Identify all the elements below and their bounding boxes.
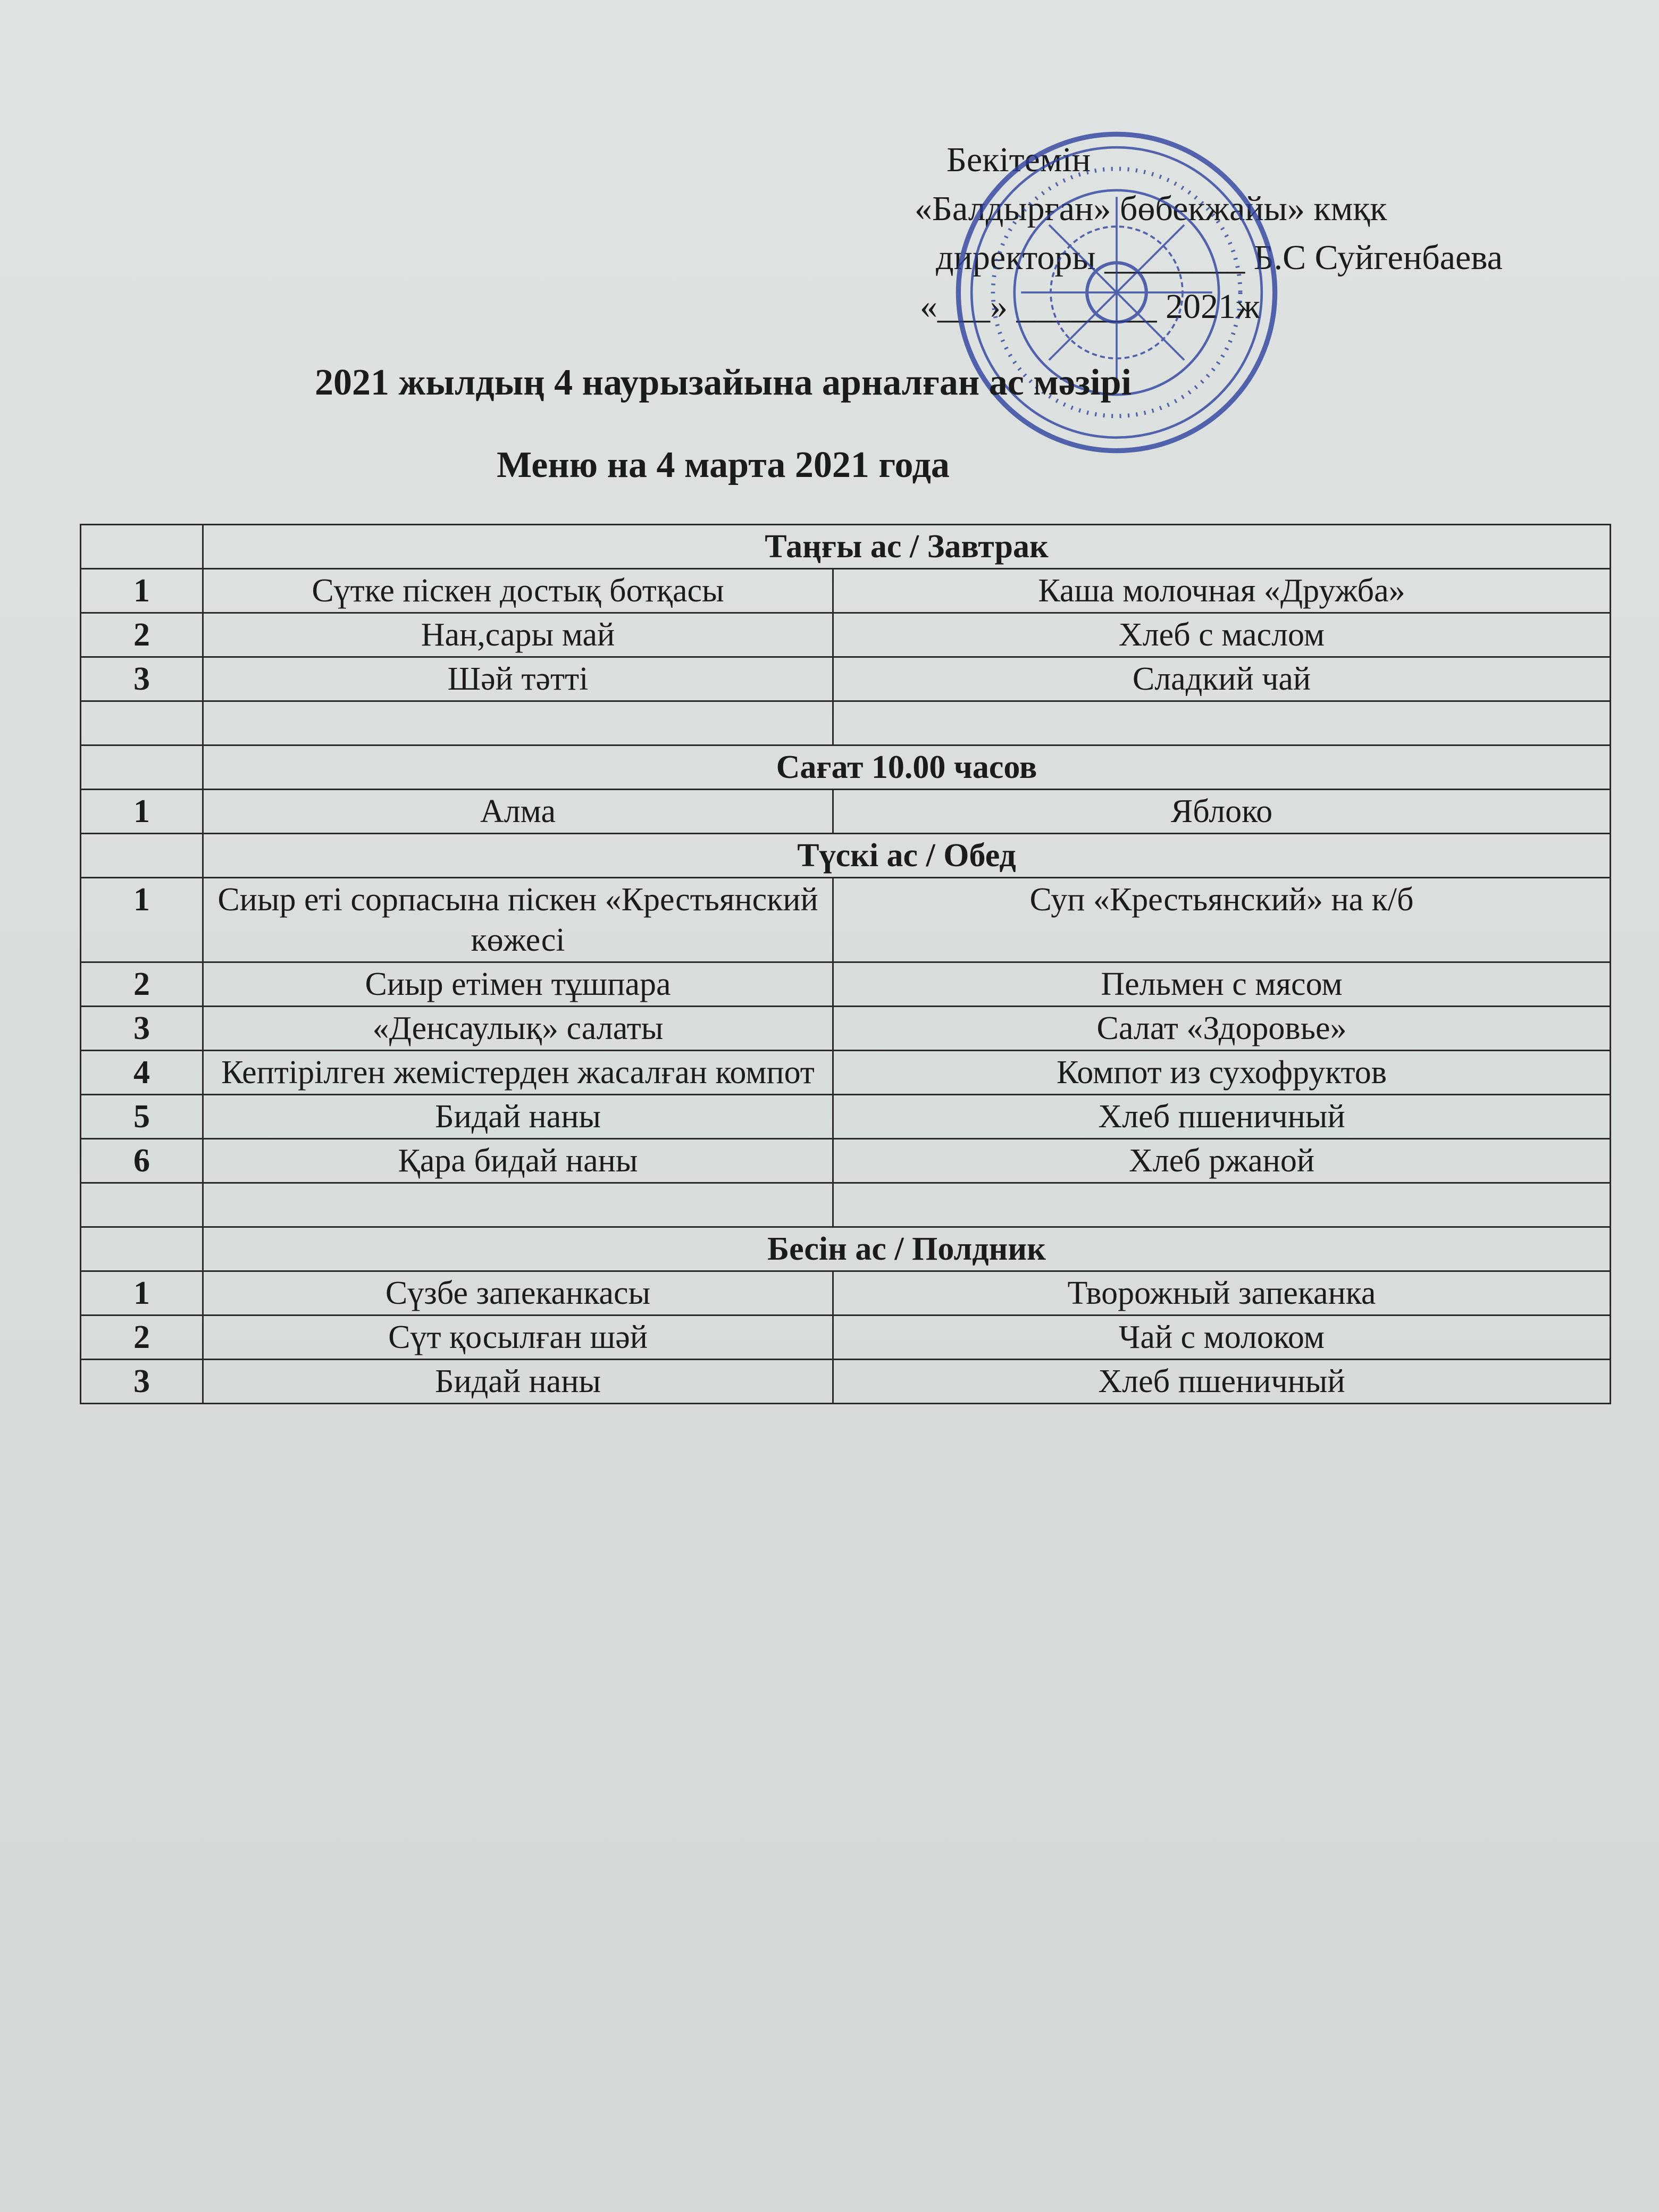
item-number: 6 (81, 1139, 203, 1183)
approval-line-director: директоры ________ Б.С Суйгенбаева (936, 238, 1503, 277)
item-kazakh: Сүт қосылған шәй (203, 1316, 833, 1360)
section-header-row (81, 834, 1611, 878)
table-row (81, 1139, 1611, 1183)
item-kazakh: Сүзбе запеканкасы (203, 1271, 833, 1316)
item-number: 3 (81, 1360, 203, 1404)
menu-title-russian: Меню на 4 марта 2021 года (497, 445, 950, 485)
item-russian: Хлеб пшеничный (833, 1360, 1611, 1404)
table-row (81, 1360, 1611, 1404)
section-header-row (81, 525, 1611, 569)
menu-title-kazakh: 2021 жылдың 4 наурызайына арналған ас мәзірі (315, 362, 1132, 403)
table-row (81, 790, 1611, 834)
section-heading: Таңғы ас / Завтрак (203, 525, 1611, 569)
menu-table (80, 524, 1611, 1404)
item-kazakh: Кептірілген жемістерден жасалған компот (203, 1051, 833, 1095)
section-header-row (81, 1227, 1611, 1271)
item-kazakh: Алма (203, 790, 833, 834)
table-row (81, 657, 1611, 701)
empty-row (81, 1183, 1611, 1227)
item-russian: Сладкий чай (833, 657, 1611, 701)
item-russian: Творожный запеканка (833, 1271, 1611, 1316)
item-number: 4 (81, 1051, 203, 1095)
table-row (81, 1316, 1611, 1360)
item-number: 1 (81, 1271, 203, 1316)
section-heading: Сағат 10.00 часов (203, 745, 1611, 790)
item-number: 2 (81, 613, 203, 657)
approval-line-date: «___» ________ 2021ж (920, 287, 1260, 326)
item-number: 5 (81, 1095, 203, 1139)
item-number: 3 (81, 1007, 203, 1051)
item-number: 1 (81, 790, 203, 834)
item-number: 2 (81, 962, 203, 1007)
item-russian: Хлеб пшеничный (833, 1095, 1611, 1139)
table-row (81, 1095, 1611, 1139)
item-kazakh: Бидай наны (203, 1360, 833, 1404)
item-kazakh: Қара бидай наны (203, 1139, 833, 1183)
item-russian: Компот из сухофруктов (833, 1051, 1611, 1095)
item-russian: Пельмен с мясом (833, 962, 1611, 1007)
item-russian: Салат «Здоровье» (833, 1007, 1611, 1051)
item-kazakh: Сиыр етімен тұшпара (203, 962, 833, 1007)
item-number: 1 (81, 569, 203, 613)
item-russian: Чай с молоком (833, 1316, 1611, 1360)
item-russian: Каша молочная «Дружба» (833, 569, 1611, 613)
table-row (81, 962, 1611, 1007)
section-heading: Бесін ас / Полдник (203, 1227, 1611, 1271)
item-kazakh: Бидай наны (203, 1095, 833, 1139)
item-number: 1 (81, 878, 203, 962)
item-russian: Хлеб с маслом (833, 613, 1611, 657)
table-row (81, 1271, 1611, 1316)
table-row (81, 569, 1611, 613)
section-header-row (81, 745, 1611, 790)
item-russian: Яблоко (833, 790, 1611, 834)
official-seal-stamp (952, 128, 1281, 457)
item-kazakh: Сиыр еті сорпасына піскен «Крестьянский көжесі (203, 878, 833, 962)
item-russian: Хлеб ржаной (833, 1139, 1611, 1183)
item-russian: Суп «Крестьянский» на к/б (833, 878, 1611, 962)
section-heading: Түскі ас / Обед (203, 834, 1611, 878)
item-kazakh: «Денсаулық» салаты (203, 1007, 833, 1051)
approval-line-approve: Бекітемін (946, 140, 1091, 179)
table-row (81, 1007, 1611, 1051)
table-row (81, 613, 1611, 657)
table-row (81, 878, 1611, 962)
item-kazakh: Нан,сары май (203, 613, 833, 657)
item-kazakh: Сүтке піскен достық ботқасы (203, 569, 833, 613)
item-kazakh: Шәй тәтті (203, 657, 833, 701)
approval-line-institution: «Балдырған» бөбекжайы» кмқк (915, 189, 1387, 228)
empty-row (81, 701, 1611, 745)
item-number: 3 (81, 657, 203, 701)
item-number: 2 (81, 1316, 203, 1360)
table-row (81, 1051, 1611, 1095)
